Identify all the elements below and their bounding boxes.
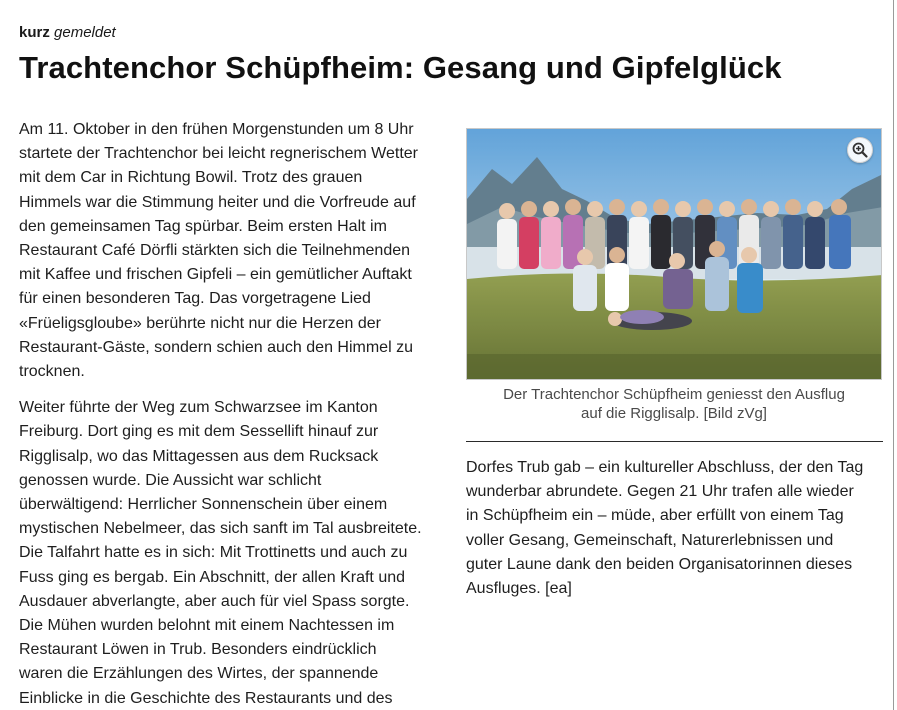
zoom-button[interactable] xyxy=(847,137,873,163)
caption-line: auf die Rigglisalp. [Bild zVg] xyxy=(581,405,767,422)
text-line: für einen besonderen Tag. Das vorgetragene Lied xyxy=(19,290,371,308)
text-line: Ausfluges. [ea] xyxy=(466,580,572,598)
paragraph-2 xyxy=(19,396,423,710)
right-column xyxy=(466,456,882,601)
zoom-in-icon xyxy=(851,141,869,159)
text-line: Himmels war die Stimmung heiter und die Vorfreude auf xyxy=(19,193,416,211)
text-line: Restaurant Löwen in Trub. Besonders eindrücklich xyxy=(19,641,377,659)
paragraph-continued xyxy=(466,456,882,601)
text-line: startete der Trachtenchor bei leicht regnerischem Wetter xyxy=(19,145,418,163)
text-line: voller Gesang, Gemeinschaft, Naturerlebnissen und xyxy=(466,531,834,549)
text-line: Dorfes Trub gab – ein kultureller Abschluss, der den Tag xyxy=(466,459,864,476)
text-line: waren die Erzählungen des Wirtes, der spannende xyxy=(19,665,379,683)
article-headline: Trachtenchor Schüpfheim: Gesang und Gipfelglück xyxy=(19,50,782,85)
text-line: Ausdauer abverlangte, aber auch für viel Spass sorgte. xyxy=(19,592,410,610)
text-line: mit Kaffee und frischen Gipfeli – ein gemütlicher Auftakt xyxy=(19,266,412,284)
page-edge-rule xyxy=(893,0,894,710)
text-line: Freiburg. Dort ging es mit dem Sessellift hinauf zur xyxy=(19,423,379,441)
group-photo[interactable] xyxy=(466,128,882,380)
paragraph-1 xyxy=(19,118,423,384)
text-line: Am 11. Oktober in den frühen Morgenstunden um 8 Uhr xyxy=(19,121,414,138)
text-line: Restaurant-Gäste, sondern schien auch den Himmel zu xyxy=(19,338,413,356)
text-line: Die Talfahrt hatte es in sich: Mit Trottinetts und auch zu xyxy=(19,544,408,562)
text-line: mystischen Nebelmeer, das sich sanft im Tal ausbreitete. xyxy=(19,520,422,538)
text-line: «Früeligsgloube» berührte nicht nur die Herzen der xyxy=(19,314,381,332)
kicker-bold: kurz xyxy=(19,24,50,41)
column-divider xyxy=(466,441,883,442)
text-line: Einblicke in die Geschichte des Restaurants und des xyxy=(19,689,393,707)
text-line: den gemeinsamen Tag spürbar. Beim ersten Halt im xyxy=(19,217,387,235)
kicker-italic: gemeldet xyxy=(54,24,116,41)
text-line: überwältigend: Herrlicher Sonnenschein über einem xyxy=(19,496,388,514)
text-line: Weiter führte der Weg zum Schwarzsee im Kanton xyxy=(19,399,378,417)
text-line: Restaurant Café Dörfli stärkten sich die Teilnehmenden xyxy=(19,242,411,260)
text-line: in Schüpfheim ein – müde, aber erfüllt von einem Tag xyxy=(466,507,844,525)
text-line: Die Mühen wurden belohnt mit einem Nachtessen im xyxy=(19,617,395,635)
left-column xyxy=(19,118,423,710)
section-kicker xyxy=(19,24,116,42)
text-line: genossen wurde. Die Aussicht war schlicht xyxy=(19,471,322,489)
photo-caption xyxy=(466,385,882,423)
text-line: guter Laune dank den beiden Organisatorinnen dieses xyxy=(466,555,853,573)
text-line: trocknen. xyxy=(19,363,85,381)
group-photo-illustration xyxy=(467,129,882,380)
text-line: mit dem Car in Richtung Bowil. Trotz des grauen xyxy=(19,169,363,187)
caption-line: Der Trachtenchor Schüpfheim geniesst den Ausflug xyxy=(503,386,845,403)
text-line: Fuss ging es bergab. Ein Abschnitt, der allen Kraft und xyxy=(19,568,406,586)
text-line: Rigglisalp, wo das Mittagessen aus dem Rucksack xyxy=(19,447,379,465)
text-line: wunderbar abrundete. Gegen 21 Uhr trafen alle wieder xyxy=(466,483,854,501)
